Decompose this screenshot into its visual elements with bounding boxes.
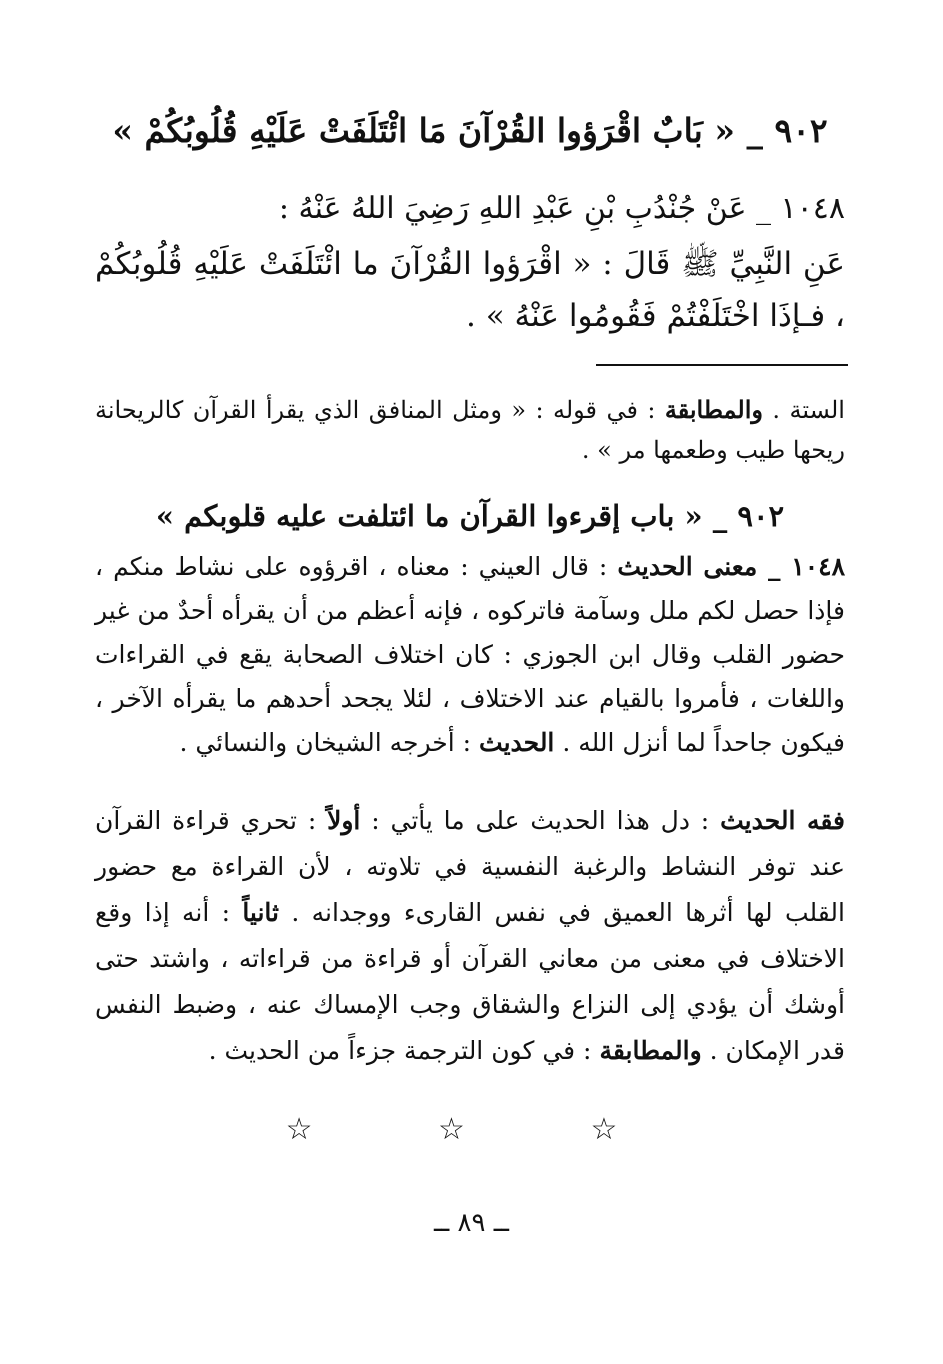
- commentary-text: : قال العيني : معناه ، اقرؤوه على نشاط منكم ، فإذا حصل لكم ملل وسآمة فاتركوه ، فإنه أعظم من أن يقرأه أحدٌ من غير حضور القلب وقال ابن الجوزي : كان اختلاف الصحابة يقع في القراءات واللغات ، فأمروا بالقيام عند الاختلاف ، لئلا يجحد أحدهم ما يقرأه الآخر ، فيكون جاحداً لما أنزل الله .: [95, 552, 845, 757]
- star-icon: ☆: [590, 1112, 658, 1147]
- star-icon: ☆: [285, 1112, 353, 1147]
- separator-stars: [0, 1112, 943, 1147]
- fiqh-text-3: : أنه إذا وقع الاختلاف في معنى من معاني القرآن أو قراءة من قراءاته ، واشتد حتى أوشك أن يؤدي إلى النزاع والشقاق وجب الإمساك عنه ، وضبط النفس قدر الإمكان .: [95, 898, 845, 1065]
- page-number: ــ ٨٩ ــ: [434, 1208, 509, 1238]
- commentary-text-2: : أخرجه الشيخان والنسائي .: [179, 728, 472, 757]
- section-title: ٩٠٢ _ « باب إقرءوا القرآن ما ائتلفت عليه قلوبكم »: [155, 499, 785, 533]
- fiqh-text-1: : دل هذا الحديث على ما يأتي :: [371, 806, 710, 835]
- footnote: [95, 390, 845, 470]
- hadith-isnad: ١٠٤٨ _ عَنْ جُنْدُبِ بْنِ عَبْدِ اللهِ رَضِيَ اللهُ عَنْهُ :: [278, 191, 845, 226]
- fiqh-text-4: : في كون الترجمة جزءاً من الحديث .: [208, 1036, 592, 1065]
- footnote-text: : في قوله : « ومثل المنافق الذي يقرأ القرآن كالريحانة ريحها طيب وطعمها مر » .: [95, 396, 845, 464]
- commentary-label: ١٠٤٨ _ معنى الحديث: [617, 552, 845, 581]
- fiqh-label: فقه الحديث: [720, 806, 845, 835]
- hadith-text: عَنِ النَّبِيِّ ﷺ قَالَ : « اقْرَؤوا القُرْآنَ ما ائْتَلَفَتْ عَلَيْهِ قُلُوبُكُمْ ، فـإذَا اخْتَلَفْتُمْ فَقُومُوا عَنْهُ » .: [95, 246, 845, 334]
- footnote-lead: الستة .: [772, 396, 845, 424]
- fiqh-text-2: : تحري قراءة القرآن عند توفر النشاط والرغبة النفسية في تلاوته ، لأن القراءة مع حضور القلب لها أثرها العميق في نفس القارىء ووجدانه .: [95, 806, 845, 927]
- footnote-divider: [596, 364, 848, 366]
- fiqh-match-label: والمطابقة: [599, 1036, 702, 1065]
- fiqh-paragraph: [95, 798, 845, 1074]
- star-icon: ☆: [438, 1112, 505, 1147]
- fiqh-second-label: ثانياً: [242, 898, 280, 927]
- fiqh-first-label: أولاً: [327, 806, 361, 835]
- commentary-label-2: الحديث: [479, 728, 555, 757]
- footnote-label: والمطابقة: [664, 395, 763, 424]
- chapter-title: ٩٠٢ _ « بَابٌ اقْرَؤوا القُرْآنَ مَا ائْتَلَفَتْ عَلَيْهِ قُلُوبُكُمْ »: [112, 111, 828, 150]
- commentary-paragraph: [95, 545, 845, 765]
